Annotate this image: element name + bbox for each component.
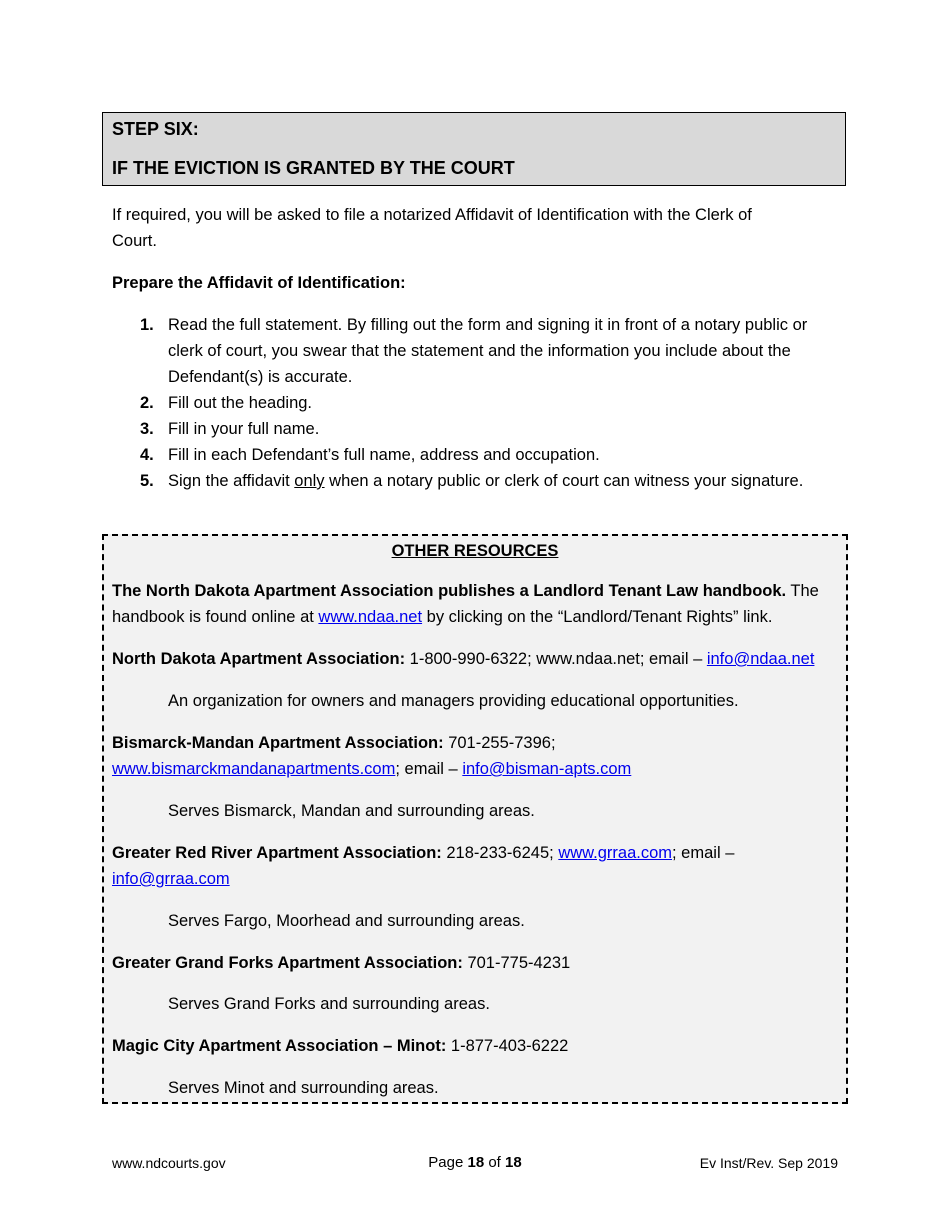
list-number: 5. bbox=[140, 472, 154, 490]
footer-revision: Ev Inst/Rev. Sep 2019 bbox=[699, 1155, 838, 1171]
instructions-list bbox=[112, 312, 842, 494]
handbook-bold-text: The North Dakota Apartment Association publishes a Landlord Tenant Law handbook. bbox=[112, 582, 787, 600]
list-text: Fill in each Defendant’s full name, address and occupation. bbox=[168, 446, 600, 464]
step-title: IF THE EVICTION IS GRANTED BY THE COURT bbox=[112, 158, 515, 178]
page-current: 18 bbox=[467, 1154, 485, 1171]
bismarck-name: Bismarck-Mandan Apartment Association: bbox=[112, 734, 444, 752]
list-item bbox=[112, 442, 842, 468]
bismarck-phone: 701-255-7396; bbox=[443, 734, 556, 752]
list-text-emphasis: only bbox=[294, 472, 325, 490]
bismarck-links bbox=[112, 756, 631, 782]
list-item bbox=[112, 468, 842, 494]
list-number: 2. bbox=[140, 394, 154, 412]
ndaa-name: North Dakota Apartment Association: bbox=[112, 650, 406, 668]
page-label: Page bbox=[428, 1154, 468, 1171]
magic-city-entry bbox=[112, 1033, 568, 1059]
step-six-header-box bbox=[102, 112, 846, 186]
ndaa-description: An organization for owners and managers providing educational opportunities. bbox=[168, 692, 739, 710]
ndaa-website-link[interactable]: www.ndaa.net bbox=[318, 608, 423, 626]
magic-city-phone: 1-877-403-6222 bbox=[446, 1037, 569, 1055]
red-river-email-link[interactable]: info@grraa.com bbox=[112, 870, 230, 888]
intro-line-2: Court. bbox=[112, 232, 157, 250]
handbook-line-2 bbox=[112, 604, 772, 630]
grand-forks-phone: 701-775-4231 bbox=[462, 954, 571, 972]
magic-city-name: Magic City Apartment Association – Minot: bbox=[112, 1037, 447, 1055]
bismarck-website-link[interactable]: www.bismarckmandanapartments.com bbox=[112, 760, 396, 778]
ndaa-entry bbox=[112, 646, 814, 672]
handbook-line2-after: by clicking on the “Landlord/Tenant Rights” link. bbox=[422, 608, 773, 626]
other-resources-title: OTHER RESOURCES bbox=[391, 542, 559, 560]
step-number: STEP SIX: bbox=[112, 119, 199, 139]
bismarck-description: Serves Bismarck, Mandan and surrounding areas. bbox=[168, 802, 535, 820]
list-item bbox=[112, 390, 842, 416]
grand-forks-entry bbox=[112, 950, 570, 976]
handbook-after-bold: The bbox=[786, 582, 819, 600]
red-river-entry bbox=[112, 840, 734, 866]
list-text: Fill out the heading. bbox=[168, 394, 313, 412]
page-total: 18 bbox=[505, 1154, 522, 1171]
grand-forks-description: Serves Grand Forks and surrounding areas. bbox=[168, 995, 490, 1013]
red-river-website-link[interactable]: www.grraa.com bbox=[558, 844, 673, 862]
ndaa-details: 1-800-990-6322; www.ndaa.net; email – bbox=[405, 650, 707, 668]
grand-forks-name: Greater Grand Forks Apartment Association: bbox=[112, 954, 463, 972]
red-river-phone: 218-233-6245; bbox=[441, 844, 559, 862]
handbook-line2-before: handbook is found online at bbox=[112, 608, 319, 626]
page-of: of bbox=[484, 1154, 506, 1171]
list-item bbox=[112, 312, 842, 390]
red-river-description: Serves Fargo, Moorhead and surrounding areas. bbox=[168, 912, 525, 930]
magic-city-description: Serves Minot and surrounding areas. bbox=[168, 1079, 439, 1097]
red-river-email-line bbox=[112, 866, 230, 892]
ndaa-email-link[interactable]: info@ndaa.net bbox=[706, 650, 815, 668]
list-number: 3. bbox=[140, 420, 154, 438]
prepare-heading: Prepare the Affidavit of Identification: bbox=[112, 274, 406, 292]
intro-line-1: If required, you will be asked to file a notarized Affidavit of Identification with the Clerk of bbox=[112, 206, 752, 224]
list-text: Read the full statement. By filling out the form and signing it in front of a notary public or clerk of court, you swear that the statement and the information you include about the Defendant(s) is accurate. bbox=[168, 316, 808, 386]
list-item bbox=[112, 416, 842, 442]
handbook-line-1 bbox=[112, 578, 819, 604]
list-text-after: when a notary public or clerk of court can witness your signature. bbox=[324, 472, 804, 490]
red-river-email-label: ; email – bbox=[672, 844, 735, 862]
bismarck-email-label: ; email – bbox=[395, 760, 463, 778]
red-river-name: Greater Red River Apartment Association: bbox=[112, 844, 442, 862]
list-number: 1. bbox=[140, 316, 154, 334]
list-text: Fill in your full name. bbox=[168, 420, 320, 438]
bismarck-entry bbox=[112, 730, 556, 756]
footer-website: www.ndcourts.gov bbox=[112, 1155, 226, 1171]
bismarck-email-link[interactable]: info@bisman-apts.com bbox=[462, 760, 632, 778]
list-number: 4. bbox=[140, 446, 154, 464]
list-text-before: Sign the affidavit bbox=[168, 472, 295, 490]
